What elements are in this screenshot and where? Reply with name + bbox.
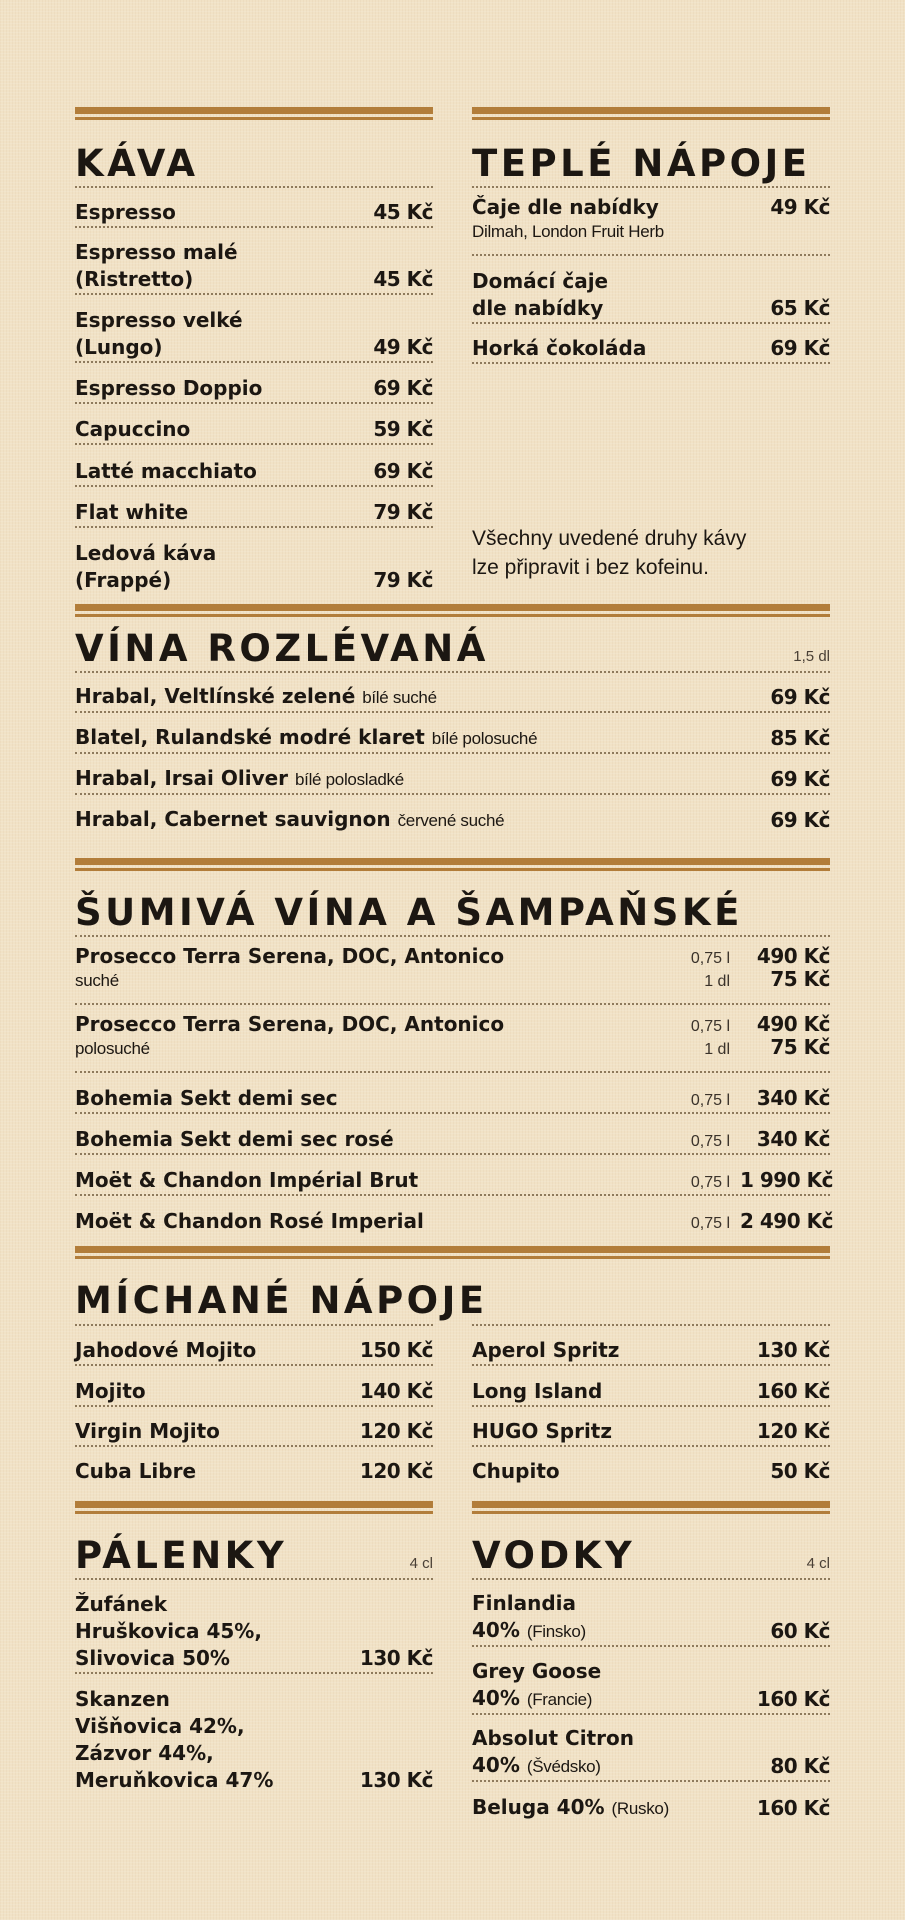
- item-description: suché: [75, 971, 119, 990]
- item-price: 69 Kč: [373, 376, 433, 400]
- item-volume: 1 dl: [704, 973, 730, 990]
- section-header: [75, 873, 830, 935]
- menu-item: [75, 1003, 830, 1071]
- section-header: [472, 1516, 830, 1578]
- section-header: [75, 619, 830, 671]
- menu-item: [75, 1324, 433, 1364]
- item-description: Dilmah, London Fruit Herb: [472, 222, 664, 241]
- item-price: 160 Kč: [756, 1379, 830, 1403]
- volume-label: 4 cl: [409, 1555, 433, 1572]
- section-header: [75, 1261, 830, 1323]
- item-price: 140 Kč: [359, 1379, 433, 1403]
- item-price: 80 Kč: [770, 1754, 830, 1778]
- section-title: VÍNA ROZLÉVANÁ: [75, 627, 489, 670]
- item-name: Bohemia Sekt demi sec: [75, 1086, 338, 1110]
- item-name: Hrabal, Irsai Oliver bílé polosladké: [75, 766, 404, 790]
- section-header: [75, 1516, 433, 1578]
- item-name: Finlandia 40% (Finsko): [472, 1591, 586, 1642]
- item-price: 340 Kč: [756, 1127, 830, 1151]
- section-divider: [75, 107, 433, 122]
- item-name: Flat white: [75, 500, 189, 524]
- menu-item: [75, 1364, 433, 1405]
- item-price: 130 Kč: [756, 1338, 830, 1362]
- item-price: 160 Kč: [756, 1687, 830, 1711]
- item-price: 79 Kč: [373, 500, 433, 524]
- item-price: 49 Kč: [373, 335, 433, 359]
- item-price: 120 Kč: [359, 1419, 433, 1443]
- item-name: Bohemia Sekt demi sec rosé: [75, 1127, 394, 1151]
- menu-item: [472, 254, 830, 322]
- item-price: 49 Kč: [770, 195, 830, 219]
- menu-item: [75, 935, 830, 1003]
- item-volume: 0,75 l: [690, 950, 730, 967]
- item-price: 85 Kč: [770, 726, 830, 750]
- item-price: 45 Kč: [373, 267, 433, 291]
- michane-left-column: [75, 1324, 433, 1485]
- item-name: Grey Goose 40% (Francie): [472, 1659, 602, 1710]
- item-name: Latté macchiato: [75, 459, 257, 483]
- item-price: 120 Kč: [359, 1459, 433, 1483]
- menu-item: [472, 1324, 830, 1364]
- item-price: 59 Kč: [373, 417, 433, 441]
- item-price: 2 490 Kč: [740, 1209, 833, 1233]
- section-divider: [472, 107, 830, 122]
- menu-item: [75, 1445, 433, 1485]
- item-price: 79 Kč: [373, 568, 433, 592]
- menu-item: [75, 1112, 830, 1153]
- menu-item: [75, 1672, 433, 1794]
- item-name: HUGO Spritz: [472, 1419, 612, 1443]
- section-title: MÍCHANÉ NÁPOJE: [75, 1279, 488, 1322]
- item-price: 69 Kč: [770, 685, 830, 709]
- item-name: Hrabal, Veltlínské zelené bílé suché: [75, 684, 437, 708]
- section-vodky: [472, 1501, 830, 1822]
- item-price: 75 Kč: [770, 1035, 830, 1059]
- section-title: ŠUMIVÁ VÍNA A ŠAMPAŇSKÉ: [75, 891, 743, 934]
- item-price: 60 Kč: [770, 1619, 830, 1643]
- item-prices: [690, 1011, 830, 1061]
- item-name: Capuccino: [75, 417, 191, 441]
- item-name: Moët & Chandon Rosé Imperial: [75, 1209, 424, 1233]
- item-name: Espresso velké (Lungo): [75, 308, 243, 359]
- item-name: Chupito: [472, 1459, 560, 1483]
- item-name: Skanzen Višňovica 42%, Zázvor 44%, Meruňkovica 47%: [75, 1687, 274, 1792]
- menu-item: [75, 361, 433, 402]
- menu-item: [472, 1713, 830, 1780]
- item-price: 45 Kč: [373, 200, 433, 224]
- section-divider: [75, 1501, 433, 1516]
- section-michane-napoje: [75, 1246, 830, 1323]
- item-name: Ledová káva (Frappé): [75, 541, 217, 592]
- menu-item: [75, 711, 830, 752]
- volume-label: 1,5 dl: [793, 648, 830, 665]
- item-name: Beluga 40% (Rusko): [472, 1795, 669, 1819]
- item-name: Blatel, Rulandské modré klaret bílé polosuché: [75, 725, 538, 749]
- section-header: [75, 122, 433, 186]
- item-price: 130 Kč: [359, 1646, 433, 1670]
- item-name: Mojito: [75, 1379, 146, 1403]
- menu-item: [75, 526, 433, 594]
- item-price: 340 Kč: [756, 1086, 830, 1110]
- item-name: Jahodové Mojito: [75, 1338, 257, 1362]
- volume-label: 4 cl: [806, 1555, 830, 1572]
- section-sumiva-vina: [75, 858, 833, 1235]
- menu-item: [75, 293, 433, 361]
- menu-item: [472, 1405, 830, 1445]
- item-name: Prosecco Terra Serena, DOC, Antonico polosuché: [75, 1012, 505, 1058]
- item-name: Prosecco Terra Serena, DOC, Antonico suché: [75, 944, 505, 990]
- item-name: Čaje dle nabídky Dilmah, London Fruit Herb: [472, 195, 664, 241]
- item-name: Moët & Chandon Impérial Brut: [75, 1168, 419, 1192]
- menu-item: [472, 1578, 830, 1645]
- section-palenky: [75, 1501, 433, 1794]
- item-volume: 0,75 l: [690, 1215, 730, 1232]
- item-name: Absolut Citron 40% (Švédsko): [472, 1726, 634, 1777]
- menu-item: [75, 443, 433, 485]
- section-title: PÁLENKY: [75, 1534, 288, 1577]
- item-volume: 0,75 l: [690, 1092, 730, 1109]
- item-volume: 0,75 l: [690, 1133, 730, 1150]
- item-price: 120 Kč: [756, 1419, 830, 1443]
- item-name: Domácí čaje dle nabídky: [472, 269, 609, 320]
- decaf-note: Všechny uvedené druhy kávy lze připravit i bez kofeinu.: [472, 527, 747, 579]
- item-price: 75 Kč: [770, 967, 830, 991]
- item-price: 69 Kč: [770, 808, 830, 832]
- item-price: 150 Kč: [359, 1338, 433, 1362]
- item-price: 490 Kč: [756, 944, 830, 968]
- section-kava: [75, 107, 433, 594]
- menu-item: [472, 1445, 830, 1485]
- menu-item: [472, 1645, 830, 1713]
- section-title: VODKY: [472, 1534, 636, 1577]
- menu-item: [75, 226, 433, 293]
- section-title: KÁVA: [75, 142, 199, 185]
- item-volume: 0,75 l: [690, 1018, 730, 1035]
- item-price: 69 Kč: [770, 336, 830, 360]
- item-name: Horká čokoláda: [472, 336, 647, 360]
- item-name: Long Island: [472, 1379, 603, 1403]
- item-price: 1 990 Kč: [740, 1168, 833, 1192]
- item-price: 69 Kč: [373, 459, 433, 483]
- item-price: 69 Kč: [770, 767, 830, 791]
- item-name: Espresso: [75, 200, 176, 224]
- item-name: Žufánek Hruškovica 45%, Slivovica 50%: [75, 1592, 262, 1670]
- section-title: TEPLÉ NÁPOJE: [472, 142, 811, 185]
- menu-item: [472, 1780, 830, 1822]
- item-price: 490 Kč: [756, 1012, 830, 1036]
- section-divider: [75, 1246, 830, 1261]
- menu-item: [472, 322, 830, 364]
- item-name: Aperol Spritz: [472, 1338, 620, 1362]
- item-description: polosuché: [75, 1039, 150, 1058]
- section-header: [472, 122, 830, 186]
- menu-item: [75, 485, 433, 526]
- menu-item: [75, 402, 433, 443]
- menu-item: [75, 186, 433, 226]
- section-teple-napoje: [472, 107, 830, 364]
- section-vina-rozlevana: [75, 604, 830, 834]
- menu-item: [75, 752, 830, 793]
- item-name: Espresso Doppio: [75, 376, 263, 400]
- menu-item: [75, 793, 830, 834]
- item-name: Hrabal, Cabernet sauvignon červené suché: [75, 807, 505, 831]
- item-name: Espresso malé (Ristretto): [75, 240, 238, 291]
- item-name: Virgin Mojito: [75, 1419, 220, 1443]
- section-divider: [75, 604, 830, 619]
- item-volume: 1 dl: [704, 1041, 730, 1058]
- item-price: 130 Kč: [359, 1768, 433, 1792]
- menu-item: [75, 1153, 833, 1194]
- menu-item: [75, 1194, 833, 1235]
- item-price: 50 Kč: [770, 1459, 830, 1483]
- item-prices: [690, 943, 830, 993]
- michane-right-column: [472, 1324, 830, 1485]
- item-price: 65 Kč: [770, 296, 830, 320]
- menu-item: [472, 1364, 830, 1405]
- menu-item: [75, 1578, 433, 1672]
- section-divider: [75, 858, 830, 873]
- menu-item: [75, 1405, 433, 1445]
- menu-item: [75, 1071, 830, 1112]
- menu-item: [472, 186, 830, 254]
- item-volume: 0,75 l: [690, 1174, 730, 1191]
- menu-item: [75, 671, 830, 711]
- item-name: Cuba Libre: [75, 1459, 197, 1483]
- item-price: 160 Kč: [756, 1796, 830, 1820]
- section-divider: [472, 1501, 830, 1516]
